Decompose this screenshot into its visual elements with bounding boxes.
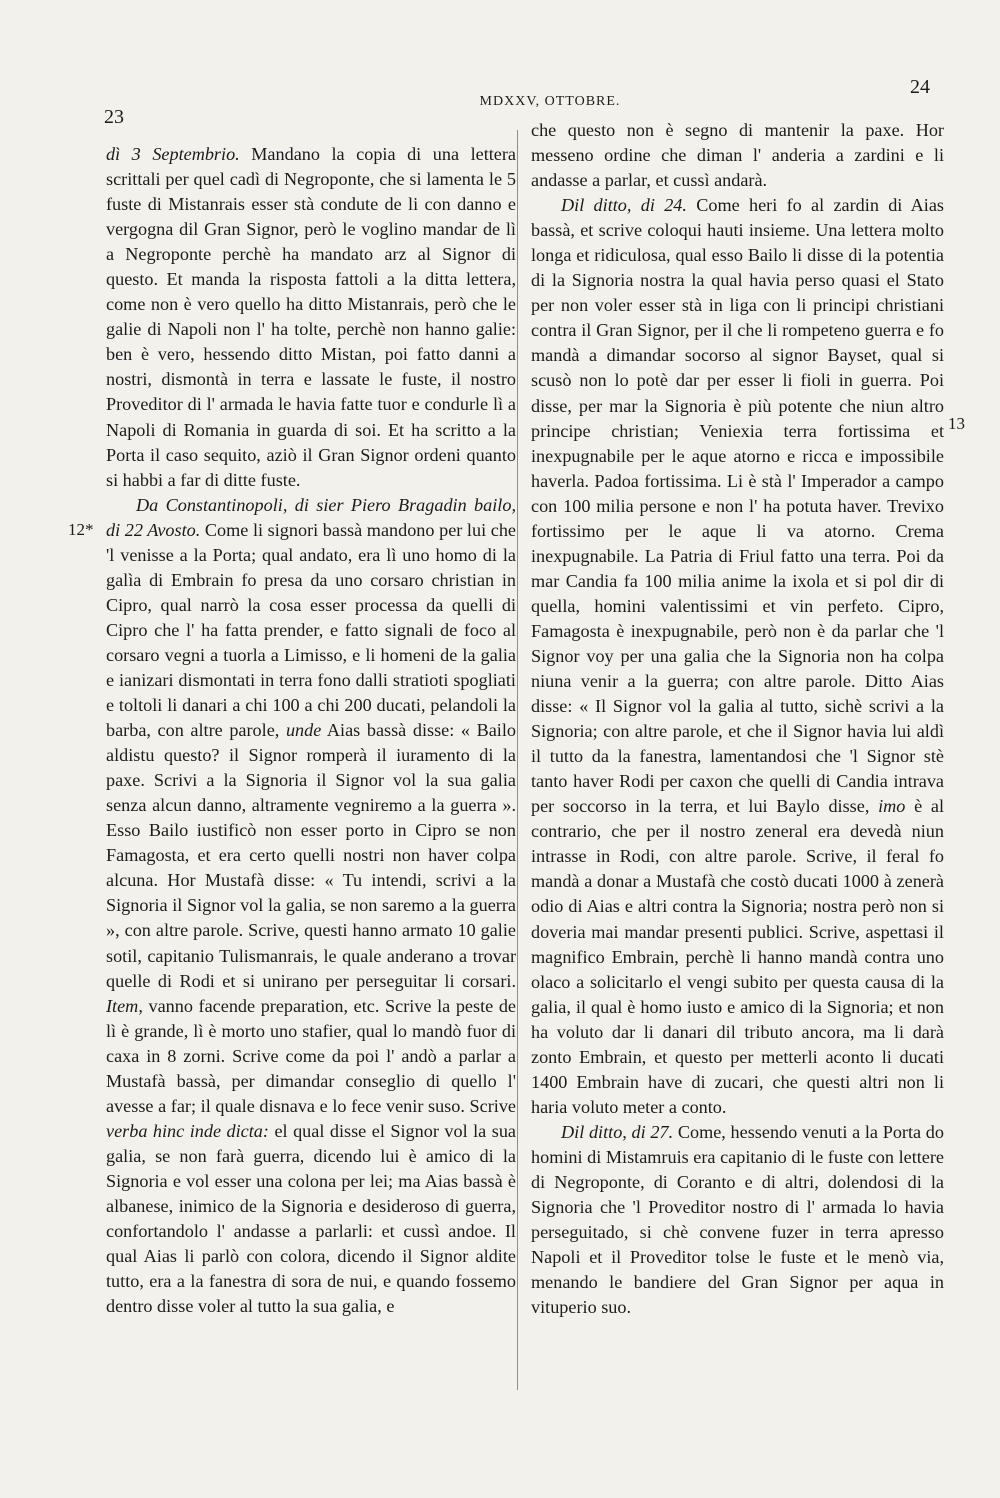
letter-heading: Da Constantinopoli, di sier Piero Bragadin bailo, di 22 Avosto. xyxy=(106,494,516,540)
date-heading: Dil ditto, di 27. xyxy=(561,1121,674,1142)
right-margin-number: 13 xyxy=(948,414,965,433)
right-text-column xyxy=(531,118,944,1320)
body-text: Aias bassà disse: « Bailo aldistu questo? il Signor romperà il iuramento di la paxe. Scrivi a la Signoria il Signor vol la sua galia senza alcun danno, altramente vegniremo a la guerra ». Esso Bailo iustificò non esser porto in Cipro se non Famagosta, et era certo quelli nostri non haver colpa alcuna. Hor Mustafà disse: « Tu intendi, scrivi a la Signoria il Signor vol la galia, se non saremo a la guerra », con altre parole. Scrive, questi hanno armato 10 galie sotil, capitanio Tulismanrais, le quale anderano a trovar quelle di Rodi et si unirano per perseguitar li corsari. xyxy=(106,720,516,991)
body-text: che questo non è segno di mantenir la paxe. Hor messeno ordine che diman l' anderia a zardini e li andasse a parlar, et cussì andarà. xyxy=(531,120,944,191)
body-text: Mandano la copia di una lettera scrittali per quel cadì di Negroponte, che si lamenta le 5 fuste di Mistanrais esser stà condute de li con danno e vergogna dil Gran Signor, però le voglino mandar de lì a Negroponte perchè ha mandato arz al Signor di questo. Et manda la risposta fattoli a la ditta lettera, come non è vero quello ha ditto Mistanrais, però che le galie di Napoli non l' ha tolte, perchè non hanno galie: ben è vero, hessendo ditto Mistan, poi fatto danni a nostri, dismontà in terra e lassate le fuste, il nostro Proveditor di l' armada le havia fatte tuor e condurle lì a Napoli di Romania in guarda di soi. Et ha scritto a la Porta il caso sequito, aziò il Gran Signor ordeni quanto si habbi a far di ditte fuste. xyxy=(106,144,516,490)
date-heading: Dil ditto, di 24. xyxy=(561,195,687,216)
paragraph xyxy=(531,1120,944,1320)
italic-word: imo xyxy=(878,796,906,817)
paragraph xyxy=(531,193,944,1120)
paragraph xyxy=(531,118,944,193)
paragraph xyxy=(106,142,516,493)
running-title: MDXXV, OTTOBRE. xyxy=(479,94,621,109)
body-text: Come heri fo al zardin di Aias bassà, et scrive coloqui hauti insieme. Una lettera molto longa et ridiculosa, qual esso Bailo li disse di la potentia di la Signoria nostra la qual havia perso quasi el Stato per non voler esser stà in liga con li principi christiani contra il Gran Signor, per il che li rompeteno guerra e fo mandà a dimandar socorso al signor Bayset, qual si scusò non lo potè dar per esser li fioli in guerra. Poi disse, per mar la Signoria è più potente che niun altro principe christian; Veniexia terra fortissima et inexpugnabile per le aque atorno e ricca e impossibile haverla. Padoa fortissima. Li è stà l' Imperador a campo con 100 milia persone e non l' ha potuta haver. Trevixo fortissimo per le aque li va atorno. Crema inexpugnabile. La Patria di Friul fatto una terra. Poi da mar Candia fa 100 milia anime la ixola et si pol dir di quella, homini valentissimi et vin perfeto. Cipro, Famagosta è inexpugnabile, però non è da parlar che 'l Signor voy per una galia che la Signoria non ha colpa niuna venir a la guerra; con altre parole. Ditto Aias disse: « Il Signor vol la galia al tutto, sichè scrivi a la Signoria; con altre parole, et che il Signor havia lui aldì il tutto da la fanestra, lamentandosi che 'l Signor stè tanto haver Rodi per caxon che quelli di Candia intrava per soccorso in la terra, et lui Baylo disse, xyxy=(531,195,944,817)
body-text: Come, hessendo venuti a la Porta do homini di Mistamruis era capitanio di le fuste con lettere di Negroponte, di Coranto e di altri, dolendosi di la Signoria che 'l Proveditor nostro di l' armada lo havia perseguitado, si chè convene fuzer in terra apresso Napoli et il Proveditor tolse le fuste et le menò via, menando le bandiere del Gran Signor per aqua in vituperio suo. xyxy=(531,1121,944,1318)
italic-word: unde xyxy=(285,720,322,741)
body-text: el qual disse el Signor vol la sua galia, se non farà guerra, dicendo lui è amico di la Signoria e vol esser una colona per lei; ma Aias bassà è albanese, inimico de la Signoria e desideroso di guerra, confortandolo l' andasse a parlarli: et cussì andoe. Il qual Aias li parlò con colora, dicendo il Signor aldite tutto, era a la fanestra di sora de nui, e quando fossemo dentro disse voler al tutto la sua galia, e xyxy=(106,1120,516,1317)
italic-phrase: verba hinc inde dicta: xyxy=(106,1120,269,1141)
left-margin-number: 12* xyxy=(68,520,94,539)
date-heading: dì 3 Septembrio. xyxy=(106,144,240,164)
right-page-number: 24 xyxy=(910,76,930,98)
italic-word: Item, xyxy=(106,995,143,1016)
body-text: Come li signori bassà mandono per lui che 'l venisse a la Porta; qual andato, era lì uno homo di la galìa di Embrain fo presa da uno corsaro christian in Cipro, qual narrò la cosa esser processa da quelli di Cipro che l' ha fatta prender, e fatto signali de foco al corsaro vegni a tuorla a Limisso, e li homeni de la galia e ianizari dismontati in terra fono dalli stratioti spogliati e toltoli li danari a chi 100 a chi 200 ducati, pelandoli la barba, con altre parole, xyxy=(106,519,516,741)
left-page-number: 23 xyxy=(104,106,124,128)
paragraph xyxy=(106,493,516,1320)
left-text-column xyxy=(106,142,516,1319)
body-text: vanno facende preparation, etc. Scrive la peste de lì è grande, lì è morto uno stafier, qual lo mandò fuor di caxa in 8 zorni. Scrive come da poi l' andò a parlar a Mustafà bassà, per dimandar conseglio di quello l' avesse a far; il quale disnava e lo fece venir suso. Scrive xyxy=(106,995,516,1116)
body-text: è al contrario, che per il nostro zeneral era devedà niun intrasse in Rodi, con altre parole. Scrive, il feral fo mandà a donar a Mustafà che costò ducati 1000 à zenerà odio di Aias e altri contra la Signoria; nostra però non si doveria mai mandar presenti publici. Scrive, aspettasi il magnifico Embrain, perchè li hanno mandà contra uno olaco a solicitarlo el vengi subito per questa causa di la galia, il qual è homo iusto e amico di la Signoria; et non ha voluto dar li danari dil tributo ancora, ma li darà zonto Embrain, et questo per metterli aconto li ducati 1400 Embrain have di zucari, che questi altri non li haria voluto meter a conto. xyxy=(531,796,944,1117)
column-divider xyxy=(517,130,518,1390)
